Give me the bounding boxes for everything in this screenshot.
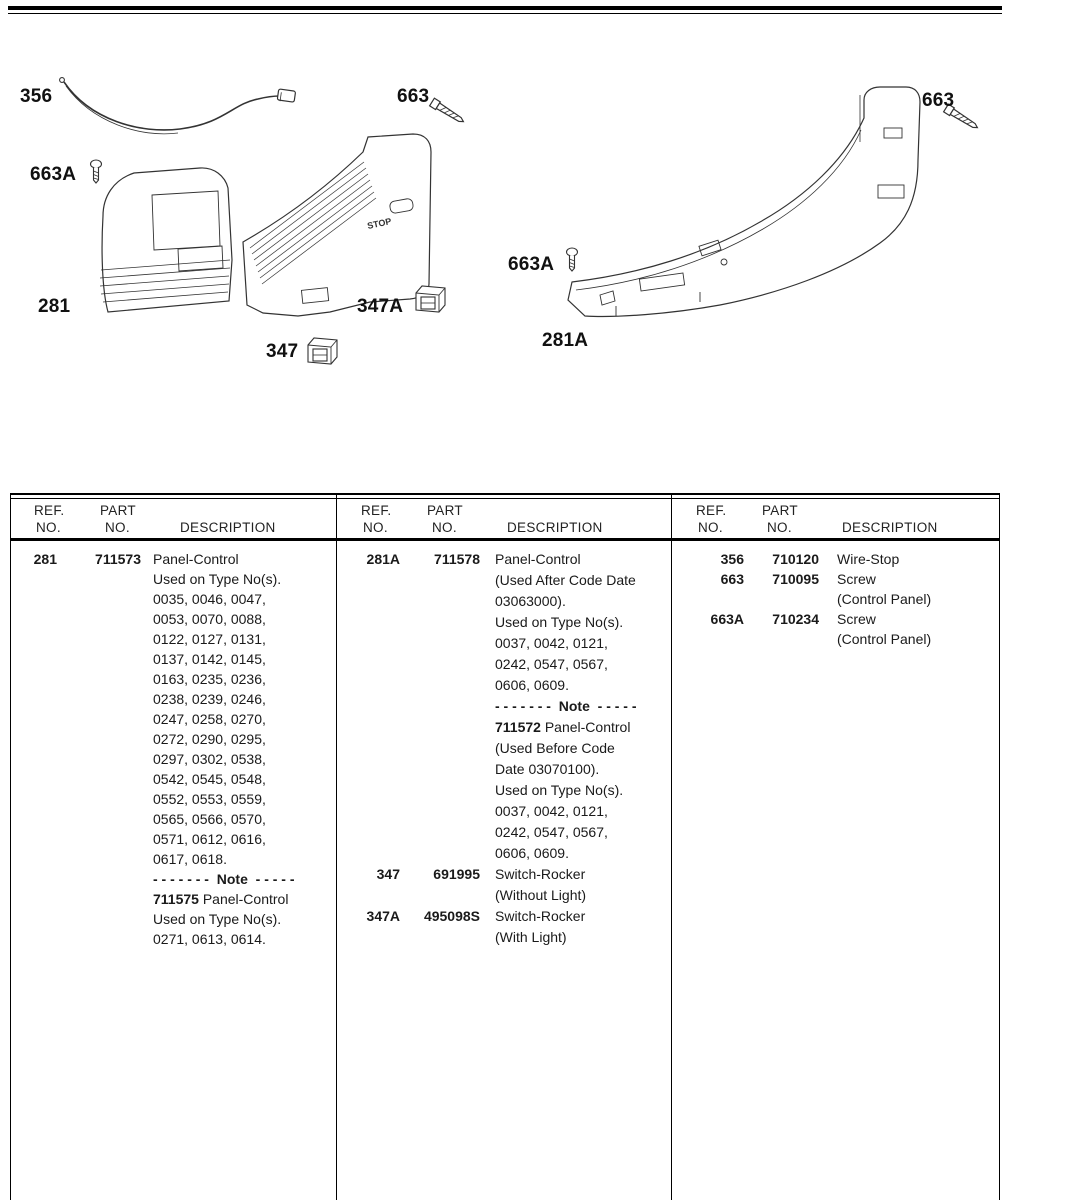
- description-line: (Used Before Code: [495, 740, 615, 756]
- description-line: Switch-Rocker: [495, 866, 586, 882]
- description-line: 03063000).: [495, 593, 566, 609]
- description-line: 0163, 0235, 0236,: [153, 671, 266, 687]
- ref-no: 281: [33, 551, 57, 567]
- header-ref-no: NO.: [36, 520, 61, 535]
- description-line: 0571, 0612, 0616,: [153, 831, 266, 847]
- parts-entry: [345, 864, 637, 906]
- callout-356: 356: [20, 86, 53, 107]
- part-description: [837, 549, 899, 569]
- description-line: 0053, 0070, 0088,: [153, 611, 266, 627]
- header-part: PART: [427, 503, 463, 518]
- description-line: 711575 Panel-Control: [153, 891, 289, 907]
- part-no: 710234: [772, 611, 819, 627]
- part-no: 711578: [434, 551, 480, 567]
- header-ref-no: NO.: [698, 520, 723, 535]
- callout-663a-left: 663A: [30, 164, 77, 185]
- parts-column-3: [680, 549, 931, 649]
- description-line: - - - - - - - Note - - - - -: [495, 698, 637, 714]
- callout-281a: 281A: [542, 330, 589, 351]
- screw-663-drawing: [430, 98, 466, 125]
- description-line: 0035, 0046, 0047,: [153, 591, 266, 607]
- description-line: (Used After Code Date: [495, 572, 636, 588]
- part-no: 495098S: [423, 908, 480, 924]
- parts-entry: [680, 609, 931, 649]
- rocker-switch-347-drawing: [308, 338, 337, 364]
- parts-entry: [345, 906, 637, 948]
- description-line: 0037, 0042, 0121,: [495, 635, 608, 651]
- description-line: - - - - - - - Note - - - - -: [153, 871, 295, 887]
- stop-text: STOP: [366, 216, 393, 231]
- description-line: 0037, 0042, 0121,: [495, 803, 608, 819]
- header-part-no: NO.: [432, 520, 457, 535]
- parts-diagram-art: [0, 0, 1073, 470]
- callout-663-mid: 663: [397, 86, 430, 107]
- callout-281: 281: [38, 296, 71, 317]
- description-line: Panel-Control: [153, 551, 239, 567]
- callout-347: 347: [266, 341, 299, 362]
- description-line: Switch-Rocker: [495, 908, 586, 924]
- description-line: 0271, 0613, 0614.: [153, 931, 266, 947]
- part-description: [837, 609, 931, 649]
- table-divider-2: [671, 493, 672, 1200]
- description-line: (Control Panel): [837, 631, 932, 647]
- description-line: 0606, 0609.: [495, 845, 569, 861]
- header-description: DESCRIPTION: [180, 520, 276, 535]
- table-border-left: [10, 493, 11, 1200]
- control-panel-281-panel-drawing: [243, 134, 431, 316]
- header-description: DESCRIPTION: [507, 520, 603, 535]
- parts-entry: [345, 549, 637, 864]
- description-line: Used on Type No(s).: [495, 614, 624, 630]
- part-no: 710095: [772, 571, 819, 587]
- description-line: 0137, 0142, 0145,: [153, 651, 266, 667]
- part-description: [495, 864, 586, 906]
- control-panel-281-cover-drawing: [100, 168, 232, 312]
- part-description: [495, 906, 585, 948]
- description-line: 0617, 0618.: [153, 851, 227, 867]
- callout-347a: 347A: [357, 296, 404, 317]
- parts-entry: [680, 549, 931, 569]
- description-line: 0272, 0290, 0295,: [153, 731, 266, 747]
- description-line: 0606, 0609.: [495, 677, 569, 693]
- description-line: (Without Light): [495, 887, 587, 903]
- ref-no: 663: [720, 571, 744, 587]
- description-line: 0242, 0547, 0567,: [495, 656, 608, 672]
- parts-entry: [30, 549, 295, 949]
- screw-663a-left-drawing: [91, 160, 102, 183]
- description-line: (Control Panel): [837, 591, 932, 607]
- header-description: DESCRIPTION: [842, 520, 938, 535]
- screw-663a-mid-drawing: [567, 248, 578, 271]
- header-part: PART: [100, 503, 136, 518]
- description-line: (With Light): [495, 929, 567, 945]
- description-line: 711572 Panel-Control: [495, 719, 631, 735]
- header-ref: REF.: [696, 503, 727, 518]
- parts-entry: [680, 569, 931, 609]
- part-no: 691995: [433, 866, 480, 882]
- description-line: 0247, 0258, 0270,: [153, 711, 266, 727]
- table-header-col2: [337, 503, 671, 540]
- ref-no: 356: [720, 551, 744, 567]
- parts-column-1: [30, 549, 295, 949]
- description-line: 0542, 0545, 0548,: [153, 771, 266, 787]
- control-panel-281a-drawing: [568, 87, 920, 317]
- table-divider-1: [336, 493, 337, 1200]
- description-line: Screw: [837, 571, 876, 587]
- callout-663-right: 663: [922, 90, 955, 111]
- table-top-rule-a: [10, 493, 1000, 495]
- table-top-rule-b: [10, 498, 1000, 499]
- header-ref: REF.: [34, 503, 65, 518]
- description-line: Wire-Stop: [837, 551, 900, 567]
- callout-663a-mid: 663A: [508, 254, 555, 275]
- header-part-no: NO.: [767, 520, 792, 535]
- rocker-switch-347a-drawing: [416, 286, 445, 312]
- part-no: 711573: [95, 551, 141, 567]
- part-description: [495, 549, 637, 864]
- description-line: Date 03070100).: [495, 761, 600, 777]
- description-line: 0122, 0127, 0131,: [153, 631, 266, 647]
- header-part-no: NO.: [105, 520, 130, 535]
- header-part: PART: [762, 503, 798, 518]
- part-description: [153, 549, 295, 949]
- table-header-col3: [672, 503, 999, 540]
- description-line: 0565, 0566, 0570,: [153, 811, 266, 827]
- ref-no: 347: [376, 866, 400, 882]
- ref-no: 347A: [366, 908, 400, 924]
- part-no: 710120: [772, 551, 819, 567]
- description-line: Used on Type No(s).: [495, 782, 624, 798]
- parts-column-2: [345, 549, 637, 948]
- description-line: 0238, 0239, 0246,: [153, 691, 266, 707]
- wire-356-drawing: [60, 78, 296, 134]
- description-line: Used on Type No(s).: [153, 911, 282, 927]
- table-header-col1: [10, 503, 336, 540]
- description-line: Screw: [837, 611, 876, 627]
- ref-no: 281A: [366, 551, 400, 567]
- header-ref: REF.: [361, 503, 392, 518]
- description-line: 0242, 0547, 0567,: [495, 824, 608, 840]
- description-line: 0297, 0302, 0538,: [153, 751, 266, 767]
- description-line: 0552, 0553, 0559,: [153, 791, 266, 807]
- description-line: Used on Type No(s).: [153, 571, 282, 587]
- description-line: Panel-Control: [495, 551, 581, 567]
- ref-no: 663A: [710, 611, 744, 627]
- part-description: [837, 569, 931, 609]
- table-border-right: [999, 493, 1000, 1200]
- header-ref-no: NO.: [363, 520, 388, 535]
